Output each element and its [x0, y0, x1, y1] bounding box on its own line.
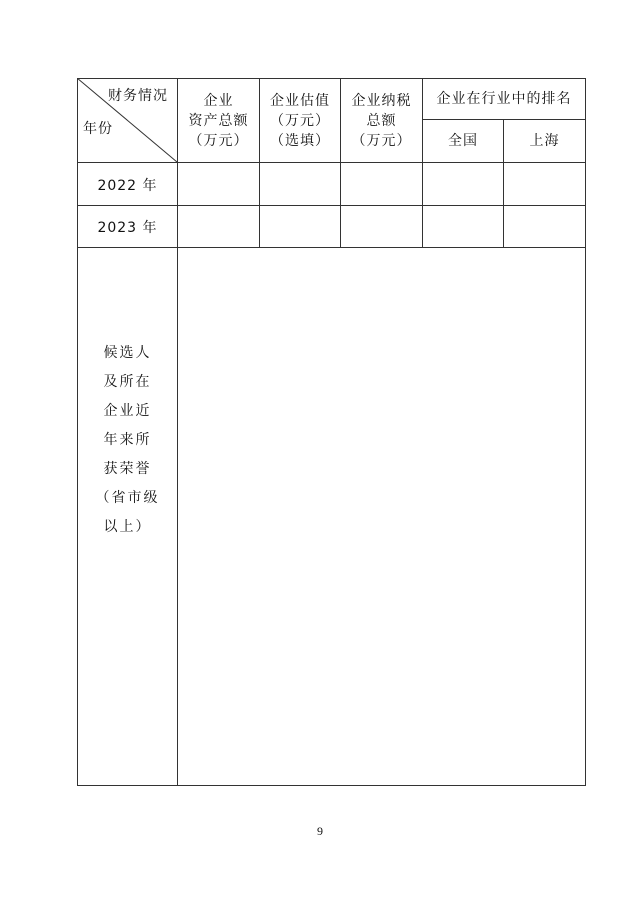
header-valuation: 企业估值 （万元） （选填） — [270, 93, 330, 149]
rank-subheader-divider — [422, 119, 586, 120]
header-assets: 企业 资产总额 （万元） — [188, 93, 249, 149]
page-number: 9 — [317, 824, 323, 838]
row-2023-bottom-line — [77, 247, 586, 248]
header-tax: 企业纳税 总额 （万元） — [351, 93, 412, 149]
row-year-2022: 2022 年 — [97, 178, 158, 194]
table-border-right — [585, 78, 586, 786]
header-rank-shanghai: 上海 — [529, 133, 560, 149]
honors-label: 候选人 及所在 企业近 年来所 获荣誉 （省市级 以上） — [95, 345, 160, 535]
header-rank: 企业在行业中的排名 — [436, 91, 572, 107]
header-diag-bottom: 年份 — [83, 121, 113, 137]
col-divider-1 — [177, 78, 178, 786]
header-rank-national: 全国 — [448, 133, 478, 149]
header-diag-top: 财务情况 — [108, 88, 168, 104]
row-year-2023: 2023 年 — [97, 220, 158, 236]
table-border-bottom — [77, 785, 586, 786]
row-2022-bottom-line — [77, 205, 586, 206]
